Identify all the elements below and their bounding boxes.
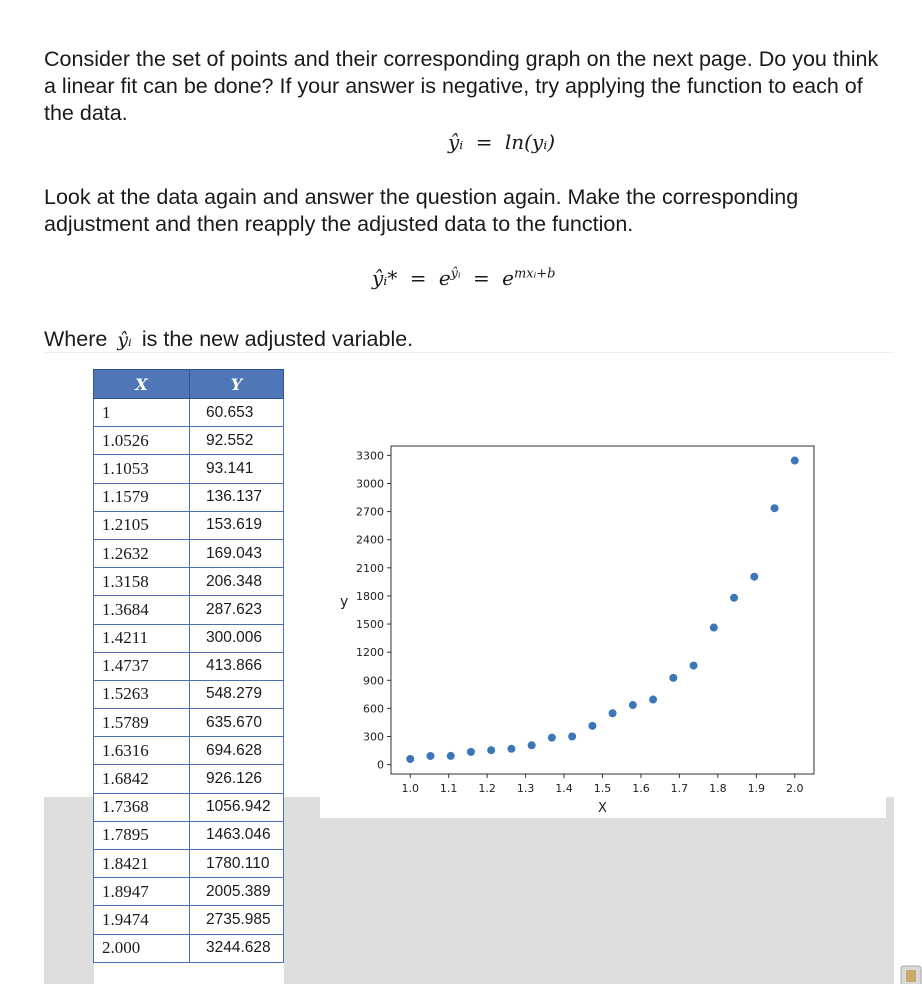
cell-x: 1.4737 — [94, 652, 190, 680]
y-tick-label: 1800 — [356, 589, 384, 603]
data-point — [771, 504, 779, 512]
clipboard-icon[interactable] — [898, 962, 922, 984]
formula2-lhs: ŷᵢ* — [372, 266, 398, 290]
data-point — [710, 624, 718, 632]
cell-y: 169.043 — [190, 539, 284, 567]
y-tick-label: 2100 — [356, 561, 384, 575]
table-row — [94, 878, 284, 906]
header-y: Y — [190, 370, 284, 399]
cell-x: 1.5789 — [94, 709, 190, 737]
where-suffix: is the new adjusted variable. — [141, 327, 414, 351]
cell-y: 300.006 — [190, 624, 284, 652]
white-notch — [153, 966, 213, 984]
x-tick-label: 1.0 — [401, 782, 419, 795]
table-row — [94, 821, 284, 849]
cell-x: 1.8421 — [94, 850, 190, 878]
data-point — [629, 701, 637, 709]
table-row — [94, 539, 284, 567]
formula2-equals-2: = — [472, 266, 490, 290]
formula2-rhs-exponent: mxᵢ+b — [513, 266, 556, 282]
y-tick-label: 1200 — [356, 646, 384, 660]
table-row — [94, 511, 284, 539]
cell-y: 153.619 — [190, 511, 284, 539]
cell-x: 1.0526 — [94, 427, 190, 455]
data-point — [730, 594, 738, 602]
formula2-mid-base: e — [438, 266, 451, 290]
y-tick-label: 3300 — [356, 449, 384, 463]
cell-x: 1.7368 — [94, 793, 190, 821]
where-symbol: ŷᵢ — [117, 329, 132, 351]
table-row — [94, 793, 284, 821]
table-row — [94, 850, 284, 878]
data-point — [791, 457, 799, 465]
cell-y: 206.348 — [190, 568, 284, 596]
x-tick-label: 1.7 — [670, 782, 689, 795]
data-point — [487, 746, 495, 754]
x-tick-label: 1.6 — [632, 782, 650, 795]
data-point — [528, 741, 536, 749]
table-row — [94, 596, 284, 624]
data-point — [426, 752, 434, 760]
cell-y: 1780.110 — [190, 850, 284, 878]
x-tick-label: 1.4 — [555, 782, 573, 795]
data-point — [609, 709, 617, 717]
table-row — [94, 399, 284, 427]
data-point — [568, 733, 576, 741]
data-point — [447, 752, 455, 760]
cell-y: 548.279 — [190, 680, 284, 708]
header-x: X — [94, 370, 190, 399]
cell-x: 1.5263 — [94, 680, 190, 708]
plot-frame — [391, 446, 814, 774]
data-point — [507, 745, 515, 753]
y-tick-label: 2700 — [356, 505, 384, 519]
table-row — [94, 652, 284, 680]
y-tick-label: 1500 — [356, 618, 384, 632]
y-tick-label: 3000 — [356, 477, 384, 491]
x-tick-label: 1.8 — [709, 782, 727, 795]
x-axis-label: X — [598, 801, 607, 816]
data-point — [750, 573, 758, 581]
data-point — [669, 674, 677, 682]
gray-background-left — [44, 797, 94, 984]
x-tick-label: 1.3 — [516, 782, 535, 795]
x-tick-label: 2.0 — [786, 782, 804, 795]
table-row — [94, 483, 284, 511]
separator-line — [44, 352, 894, 353]
scatter-chart — [320, 430, 820, 820]
data-point — [690, 662, 698, 670]
x-tick-label: 1.2 — [478, 782, 496, 795]
cell-y: 2005.389 — [190, 878, 284, 906]
data-table — [93, 369, 284, 963]
cell-y: 92.552 — [190, 427, 284, 455]
table-row — [94, 737, 284, 765]
cell-x: 1.9474 — [94, 906, 190, 934]
cell-x: 1.2632 — [94, 539, 190, 567]
gray-background-right — [284, 818, 894, 984]
table-row — [94, 765, 284, 793]
cell-y: 1056.942 — [190, 793, 284, 821]
cell-y: 926.126 — [190, 765, 284, 793]
cell-y: 93.141 — [190, 455, 284, 483]
cell-x: 1.3158 — [94, 568, 190, 596]
table-header-row — [94, 370, 284, 399]
cell-x: 1.7895 — [94, 821, 190, 849]
y-tick-label: 2400 — [356, 533, 384, 547]
data-point — [588, 722, 596, 730]
cell-x: 1 — [94, 399, 190, 427]
cell-x: 1.6316 — [94, 737, 190, 765]
formula-exp-back-transform — [372, 266, 555, 290]
x-tick-label: 1.1 — [439, 782, 458, 795]
table-row — [94, 568, 284, 596]
table-row — [94, 624, 284, 652]
cell-y: 694.628 — [190, 737, 284, 765]
y-tick-label: 300 — [363, 730, 384, 744]
table-body — [94, 399, 284, 963]
data-point — [467, 748, 475, 756]
formula1-rhs: ln(yᵢ) — [504, 130, 556, 154]
cell-x: 1.1053 — [94, 455, 190, 483]
y-tick-label: 900 — [363, 674, 384, 688]
table-row — [94, 427, 284, 455]
formula1-lhs: ŷᵢ — [448, 130, 464, 154]
cell-x: 1.2105 — [94, 511, 190, 539]
formula-log-transform — [448, 130, 555, 154]
where-prefix: Where — [44, 327, 108, 351]
cell-y: 413.866 — [190, 652, 284, 680]
y-tick-label: 0 — [377, 758, 384, 772]
table-row — [94, 680, 284, 708]
cell-y: 2735.985 — [190, 906, 284, 934]
gray-background-strip-right — [886, 797, 894, 818]
cell-x: 1.8947 — [94, 878, 190, 906]
cell-x: 1.3684 — [94, 596, 190, 624]
intro-paragraph: Consider the set of points and their corresponding graph on the next page. Do you think a linear fit can be done? If your answer is negative, try applying the function to each of the data. — [44, 47, 879, 125]
table-row — [94, 906, 284, 934]
cell-y: 60.653 — [190, 399, 284, 427]
data-point — [649, 696, 657, 704]
data-point — [548, 734, 556, 742]
cell-x: 1.1579 — [94, 483, 190, 511]
y-axis-label: y — [340, 593, 349, 610]
table-row — [94, 709, 284, 737]
data-point — [406, 755, 414, 763]
cell-y: 1463.046 — [190, 821, 284, 849]
cell-y: 136.137 — [190, 483, 284, 511]
formula2-equals-1: = — [409, 266, 427, 290]
gray-background-strip — [284, 797, 320, 818]
cell-y: 635.670 — [190, 709, 284, 737]
second-paragraph: Look at the data again and answer the question again. Make the corresponding adjustment and then reapply the adjusted data to the function. — [44, 185, 799, 236]
table-row — [94, 934, 284, 962]
formula1-equals: = — [475, 130, 493, 154]
cell-y: 287.623 — [190, 596, 284, 624]
cell-y: 3244.628 — [190, 934, 284, 962]
formula2-mid-exponent: ŷᵢ — [450, 266, 461, 282]
y-tick-label: 600 — [363, 702, 384, 716]
table-row — [94, 455, 284, 483]
cell-x: 1.6842 — [94, 765, 190, 793]
where-sentence — [44, 326, 413, 354]
cell-x: 1.4211 — [94, 624, 190, 652]
x-tick-label: 1.5 — [593, 782, 612, 795]
formula2-rhs-base: e — [502, 266, 514, 290]
cell-x: 2.000 — [94, 934, 190, 962]
x-tick-label: 1.9 — [747, 782, 766, 795]
